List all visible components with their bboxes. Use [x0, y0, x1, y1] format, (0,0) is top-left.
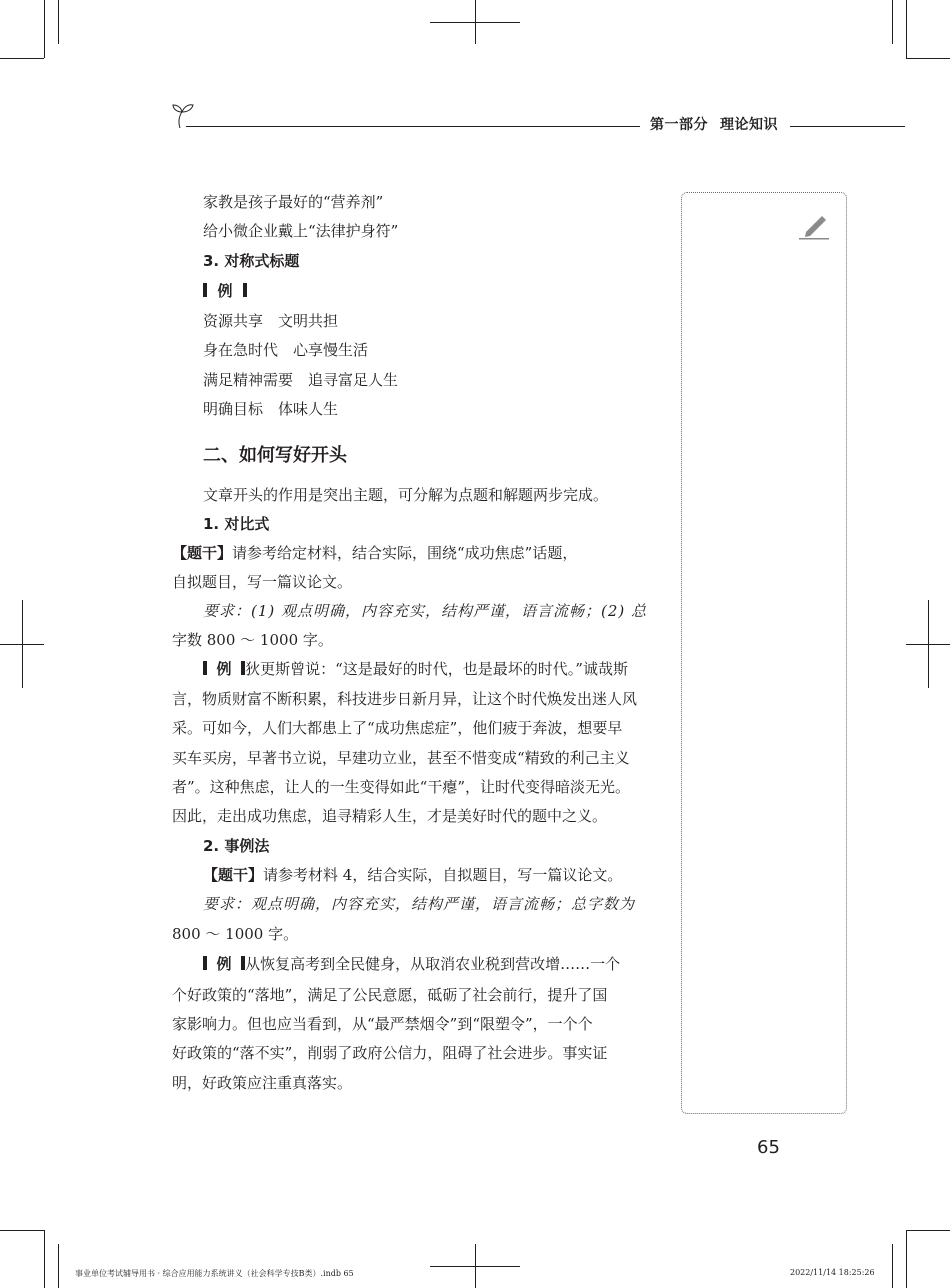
- example-label-text: 例: [216, 955, 232, 973]
- text-line: 明确目标 体味人生: [203, 400, 339, 418]
- requirement-line: 800 ～ 1000 字。: [172, 925, 299, 943]
- text-line: 满足精神需要 追寻富足人生: [203, 371, 399, 389]
- text-line: 个好政策的“落地”，满足了公民意愿，砥砺了社会前行，提升了国: [172, 986, 608, 1004]
- example-label-text: 例: [216, 660, 232, 678]
- question-text: 请参考给定材料，结合实际，围绕“成功焦虑”话题，: [232, 544, 578, 562]
- text-line: 买车买房，早著书立说，早建功立业，甚至不惜变成“精致的利己主义: [172, 749, 630, 767]
- header-rule-right: [790, 126, 905, 127]
- header-part: 第一部分: [650, 117, 708, 133]
- bar-mark: [203, 661, 207, 675]
- crop-mark: [906, 1230, 950, 1231]
- footer-timestamp: 2022/11/14 18:25:26: [790, 1268, 875, 1277]
- text-line: 明，好政策应注重真落实。: [172, 1074, 353, 1092]
- requirement-line: 要求：(1) 观点明确，内容充实，结构严谨，语言流畅；(2) 总: [203, 602, 648, 620]
- header-section: 理论知识: [720, 117, 778, 133]
- text-line: 文章开头的作用是突出主题，可分解为点题和解题两步完成。: [203, 486, 609, 504]
- header-rule: [186, 126, 640, 127]
- example-text: 从恢复高考到全民健身，从取消农业税到营改增……一个: [245, 955, 621, 973]
- pencil-icon: [798, 210, 830, 242]
- example-label-text: 例: [217, 282, 233, 300]
- question-label: 【题干】: [203, 866, 264, 884]
- crop-mark: [475, 1244, 476, 1288]
- crop-mark: [928, 600, 929, 688]
- text-line: 好政策的“落不实”，削弱了政府公信力，阻碍了社会进步。事实证: [172, 1044, 608, 1062]
- example-line: [203, 659, 628, 679]
- subheading: 1. 对比式: [203, 515, 270, 533]
- text-line: 给小微企业戴上“法律护身符”: [203, 222, 399, 240]
- crop-mark: [44, 1230, 45, 1288]
- crop-mark: [906, 0, 907, 58]
- page-number: 65: [757, 1137, 780, 1158]
- bar-mark: [243, 283, 247, 297]
- crop-mark: [906, 1230, 907, 1288]
- crop-mark: [475, 0, 476, 44]
- question-text: 请参考材料 4，结合实际，自拟题目，写一篇议论文。: [263, 866, 623, 884]
- text-line: 因此，走出成功焦虑，追寻精彩人生，才是美好时代的题中之义。: [172, 807, 608, 825]
- bar-mark: [203, 283, 207, 297]
- bar-mark: [203, 956, 207, 970]
- requirement-line: 要求：观点明确，内容充实，结构严谨，语言流畅；总字数为: [203, 895, 636, 913]
- section-heading: 二、如何写好开头: [203, 445, 347, 466]
- crop-mark: [906, 58, 950, 59]
- subheading: 2. 事例法: [203, 837, 270, 855]
- text-line: 家影响力。但也应当看到，从“最严禁烟令”到“限塑令”，一个个: [172, 1015, 593, 1033]
- question-line: [172, 543, 577, 563]
- header-title: [650, 114, 790, 134]
- crop-mark: [58, 1244, 59, 1288]
- text-line: 言，物质财富不断积累，科技进步日新月异，让这个时代焕发出迷人风: [172, 690, 638, 708]
- question-line: [203, 865, 622, 885]
- note-box: [681, 192, 847, 1114]
- footer-file-info: 事业单位考试辅导用书 · 综合应用能力系统讲义（社会科学专技B类）.indb 65: [75, 1269, 354, 1278]
- crop-mark: [44, 0, 45, 58]
- crop-mark: [58, 0, 59, 44]
- text-line: 资源共享 文明共担: [203, 312, 339, 330]
- example-text: 狄更斯曾说：“这是最好的时代，也是最坏的时代。”诚哉斯: [245, 660, 628, 678]
- text-line: 身在急时代 心享慢生活: [203, 341, 369, 359]
- crop-mark: [892, 0, 893, 44]
- text-line: 采。可如今，人们大都患上了“成功焦虑症”，他们疲于奔波，想要早: [172, 719, 623, 737]
- example-label: [203, 281, 247, 301]
- text-line: 者”。这种焦虑，让人的一生变得如此“干瘪”，让时代变得暗淡无光。: [172, 778, 631, 796]
- question-label: 【题干】: [172, 544, 233, 562]
- text-line: 家教是孩子最好的“营养剂”: [203, 193, 384, 211]
- text-line: 自拟题目，写一篇议论文。: [172, 573, 353, 591]
- crop-mark: [892, 1244, 893, 1288]
- example-line: [203, 954, 620, 974]
- crop-mark: [0, 58, 44, 59]
- crop-mark: [0, 1230, 44, 1231]
- crop-mark: [22, 600, 23, 688]
- requirement-line: 字数 800 ～ 1000 字。: [172, 631, 333, 649]
- subheading: 3. 对称式标题: [203, 252, 300, 270]
